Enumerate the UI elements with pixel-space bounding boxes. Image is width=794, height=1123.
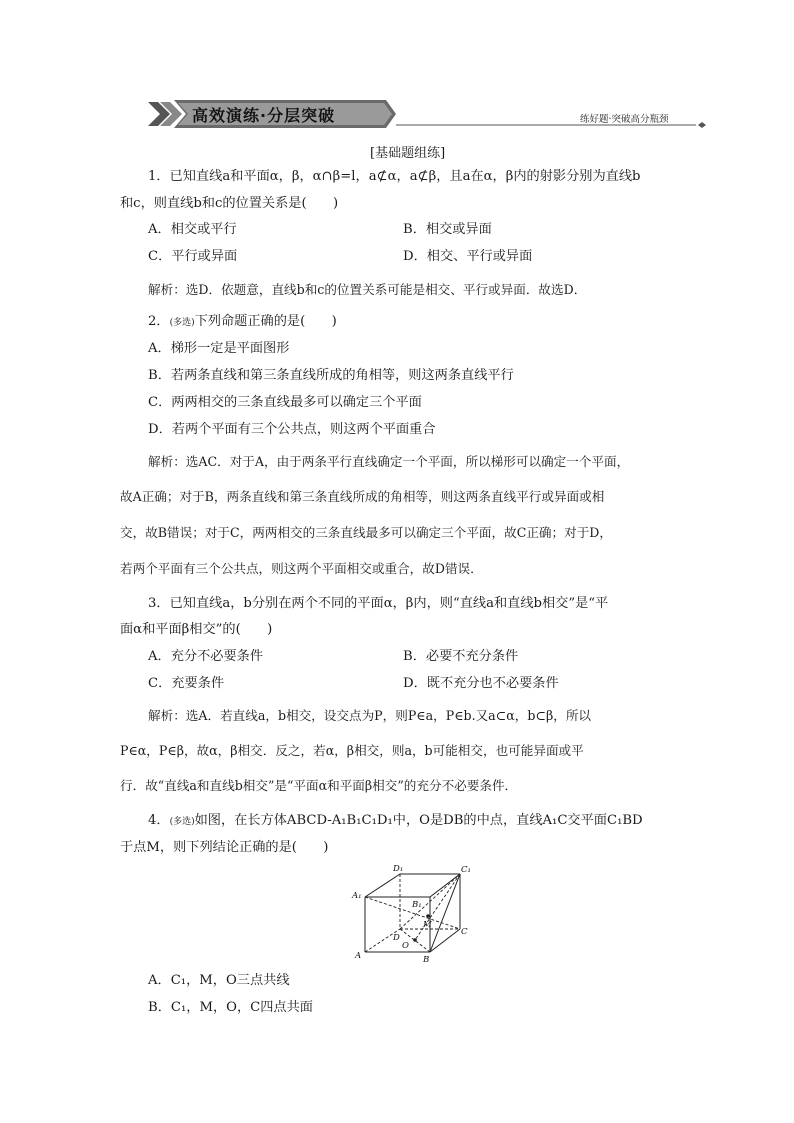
q3-solution-line2: P∈α，P∈β，故α，β相交．反之，若α，β相交，则a，b可能相交，也可能异面或平 [120,743,584,758]
q1-option-a: A．相交或平行 [148,222,237,237]
label-d1: D₁ [393,864,404,874]
q4-option-a: A．C₁，M，O三点共线 [148,973,290,988]
q2-stem-text: 下列命题正确的是( ) [194,314,337,329]
q1-option-c: C．平行或异面 [148,249,238,264]
hidden-segment-c1o [415,874,460,940]
q3-solution-line3: 行．故“直线a和直线b相交”是“平面α和平面β相交”的充分不必要条件． [120,778,518,793]
label-d: D [393,933,400,943]
q1-stem-line2: 和c，则直线b和c的位置关系是( ) [120,196,339,211]
header-slogan: 练好题·突破高分瓶颈 [580,114,669,125]
section-title: [基础题组练] [370,146,446,161]
label-c: C [461,927,468,937]
label-b: B [423,955,430,965]
q3-option-d: D．既不充分也不必要条件 [403,676,559,691]
q1-stem-line1: 1．已知直线a和平面α，β，α∩β=l，a⊄α，a⊄β，且a在α，β内的射影分别为直线b [148,169,641,184]
q3-option-c: C．充要条件 [148,676,225,691]
q2-solution-line1: 解析：选AC．对于A，由于两条平行直线确定一个平面，所以梯形可以确定一个平面， [148,454,630,469]
label-a1: A₁ [352,891,362,901]
q3-option-b: B．必要不充分条件 [403,649,519,664]
q2-multi-tag: (多选) [169,318,195,328]
q4-multi-tag: (多选) [169,817,195,827]
q4-stem-text: 如图，在长方体ABCD-A₁B₁C₁D₁中，O是DB的中点，直线A₁C交平面C₁BD [194,813,643,828]
label-c1: C₁ [461,865,471,875]
label-m: M [423,920,432,930]
label-b1: B₁ [412,900,422,910]
q1-solution: 解析：选D．依题意，直线b和c的位置关系可能是相交、平行或异面．故选D． [148,282,587,297]
q2-solution-line2: 故A正确；对于B，两条直线和第三条直线所成的角相等，则这两条直线平行或异面或相 [120,489,605,504]
q3-stem-line2: 面α和平面β相交”的( ) [120,622,273,637]
q2-option-a: A．梯形一定是平面图形 [148,341,290,356]
q2-option-b: B．若两条直线和第三条直线所成的角相等，则这两条直线平行 [148,368,514,383]
q4-stem-line1 [148,812,643,831]
q1-option-b: B．相交或异面 [403,222,492,237]
point-m [426,914,430,918]
q2-option-d: D．若两个平面有三个公共点，则这两个平面重合 [148,422,436,437]
q1-option-d: D．相交、平行或异面 [403,249,533,264]
label-a: A [355,951,362,961]
q2-stem [148,313,337,332]
q3-stem-line1: 3．已知直线a，b分别在两个不同的平面α，β内，则“直线a和直线b相交”是“平 [148,596,609,611]
q4-option-b: B．C₁，M，O，C四点共面 [148,1000,313,1015]
point-o [413,938,417,942]
q3-solution-line1: 解析：选A．若直线a，b相交，设交点为P，则P∈a，P∈b.又a⊂α，b⊂β，所以 [148,708,592,723]
q2-number: 2． [148,314,170,329]
q4-number: 4． [148,813,170,828]
q2-solution-line4: 若两个平面有三个公共点，则这两个平面相交或重合，故D错误． [120,561,483,576]
q3-option-a: A．充分不必要条件 [148,649,264,664]
q2-solution-line3: 交，故B错误；对于C，两两相交的三条直线最多可以确定三个平面，故C正确；对于D， [120,525,612,540]
label-o: O [402,941,409,951]
q2-option-c: C．两两相交的三条直线最多可以确定三个平面 [148,395,422,410]
edge-a1d1 [365,874,400,897]
header-title: 高效演练·分层突破 [192,106,336,125]
cuboid-figure [350,862,480,966]
q4-stem-line2: 于点M，则下列结论正确的是( ) [120,840,329,855]
